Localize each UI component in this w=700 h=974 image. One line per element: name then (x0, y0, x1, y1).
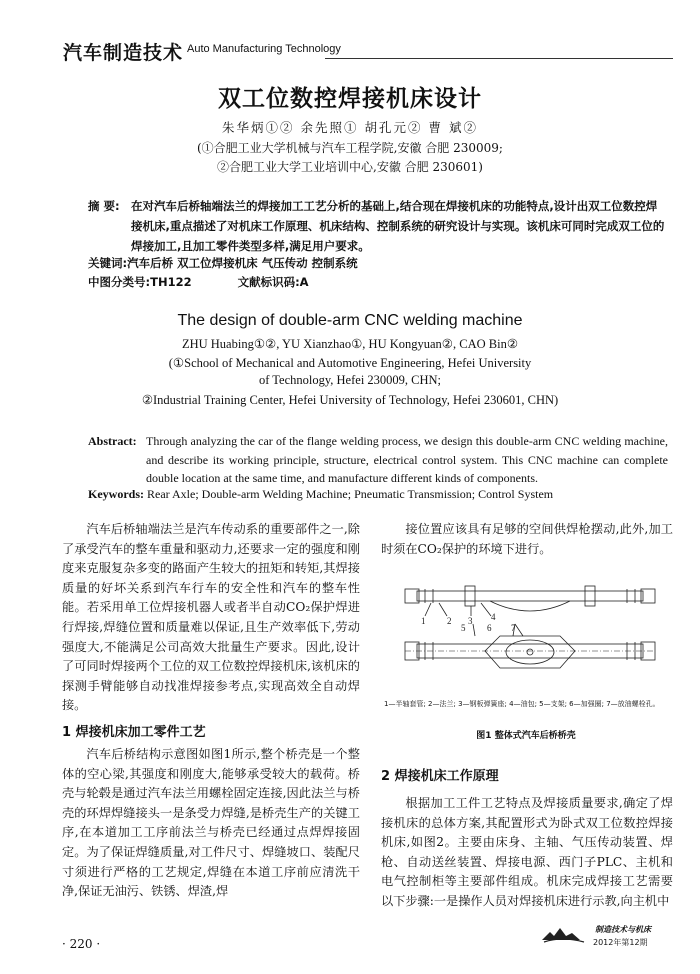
paper-title-cn: 双工位数控焊接机床设计 (218, 86, 482, 112)
section-1-text: 汽车后桥结构示意图如图1所示,整个桥壳是一个整体的空心梁,其强度和刚度大,能够承受较大的载荷。桥壳与轮毂是通过汽车法兰用螺栓固定连接,因此法兰与桥壳的环焊焊缝接头一是条受力焊缝,是桥壳生产的关键工序,在本道加工工序前法兰与桥壳已经通过点焊焊接固定。为了保证焊缝质量,对工件尺寸、焊缝坡口、装配尺寸须进行严格的工艺规定,焊缝在本道工序前应清洗干净,保证无油污、铁锈、焊渣,焊 (62, 747, 360, 899)
figure-1-axle-housing-drawing (395, 576, 665, 701)
section-2-text: 根据加工工件工艺特点及焊接质量要求,确定了焊接机床的总体方案,其配置形式为卧式双工位数控焊接机床,如图2。主要由床身、主轴、气压传动装置、焊枪、自动送丝装置、焊接电源、西门子PLC、主机和电气控制柜等主要部件组成。机床完成焊接工艺需要以下步骤:一是操作人员对焊接机床进行示教,向主机中 (381, 796, 673, 908)
abstract-cn (88, 196, 668, 256)
footer-issue: 2012年第12期 (593, 938, 648, 947)
page-number: · 220 · (62, 937, 101, 951)
clc-number: 中图分类号:TH122 (88, 275, 192, 289)
authors-en: ZHU Huabing①②, YU Xianzhao①, HU Kongyuan②, CAO Bin② (181, 337, 519, 351)
abstract-en (88, 432, 668, 488)
figure-1-label-4: 4 (491, 612, 496, 622)
keywords-cn: 关键词:汽车后桥 双工位焊接机床 气压传动 控制系统 (88, 256, 358, 270)
keywords-en (88, 487, 553, 502)
figure-1-caption: 图1 整体式汽车后桥桥壳 (476, 731, 576, 741)
abstract-cn-label: 摘 要: (88, 199, 120, 213)
figure-1-legend: 1—半轴套管; 2—法兰; 3—钢板弹簧座; 4—油包; 5—支架; 6—加强圈; 7—放油螺栓孔。 (384, 700, 660, 708)
section-2-body (381, 794, 673, 912)
affiliation-en-2: of Technology, Hefei 230009, CHN; (258, 373, 442, 387)
intro-text: 汽车后桥轴端法兰是汽车传动系的重要部件之一,除了承受汽车的整车重量和驱动力,还要求一定的强度和刚度来克服复杂多变的路面产生较大的扭矩和转矩,其焊接质量的好坏关系到汽车行车的安全性和汽车的整车性能。若采用单工位焊接机器人或者半自动CO₂保护焊进行焊接,焊缝位置和质量难以保证,且生产效率低下,劳动强度大,不能满足公司高效大批量生产要求。因此,设计了可同时焊接两个工位的双工位数控焊接机床,该机床的探测手臂能够自动找准焊接参考点,实现高效全自动焊接。 (62, 522, 360, 713)
section-1-heading: 1 焊接机床加工零件工艺 (62, 725, 206, 740)
figure-1-label-3: 3 (468, 616, 473, 626)
affiliation-cn-2: ②合肥工业大学工业培训中心,安徽 合肥 230601) (217, 160, 483, 174)
affiliation-cn-1: (①合肥工业大学机械与汽车工程学院,安徽 合肥 230009; (197, 141, 503, 155)
authors-cn: 朱华炳①② 余先照① 胡孔元② 曹 斌② (222, 120, 478, 135)
figure-1-label-6: 6 (487, 623, 492, 633)
footer-journal-name: 制造技术与机床 (595, 925, 651, 934)
abstract-en-label: Abstract: (88, 434, 137, 448)
abstract-cn-text: 在对汽车后桥轴端法兰的焊接加工工艺分析的基础上,结合现在焊接机床的功能特点,设计出双工位数控焊接机床,重点描述了对机床工作原理、机床结构、控制系统的研究设计与实现。该机床可同时完成双工位的焊接加工,且加工零件类型多样,满足用户要求。 (131, 199, 665, 253)
abstract-en-text: Through analyzing the car of the flange welding process, we design this double-arm CNC welding machine, and describe its working principle, structure, electrical control system. This CNC machine can complete double location at the same time, and manufacture different kinds of components. (146, 434, 668, 485)
figure-1-label-2: 2 (447, 616, 452, 626)
section-1-body (62, 745, 360, 902)
section-2-heading: 2 焊接机床工作原理 (381, 769, 499, 784)
classification (88, 274, 313, 290)
right-column-top (381, 520, 673, 559)
affiliation-en-1: (①School of Mechanical and Automotive Engineering, Hefei University (168, 356, 532, 370)
affiliation-en-3: ②Industrial Training Center, Hefei University of Technology, Hefei 230601, CHN) (141, 393, 559, 407)
header-rule (325, 58, 673, 59)
figure-1-label-5: 5 (461, 623, 466, 633)
journal-title-cn: 汽车制造技术 (63, 42, 184, 64)
intro-paragraph (62, 520, 360, 716)
document-code: 文献标识码:A (237, 275, 309, 289)
figure-1-label-7: 7 (511, 623, 516, 633)
journal-title-en: Auto Manufacturing Technology (187, 43, 341, 55)
figure-1-label-1: 1 (421, 616, 426, 626)
paper-title-en: The design of double-arm CNC welding machine (177, 312, 523, 329)
keywords-en-label: Keywords: (88, 487, 144, 501)
journal-header (63, 38, 673, 62)
keywords-en-text: Rear Axle; Double-arm Welding Machine; Pneumatic Transmission; Control System (147, 487, 554, 501)
right-column-top-text: 接位置应该具有足够的空间供焊枪摆动,此外,加工时须在CO₂保护的环境下进行。 (381, 522, 673, 556)
